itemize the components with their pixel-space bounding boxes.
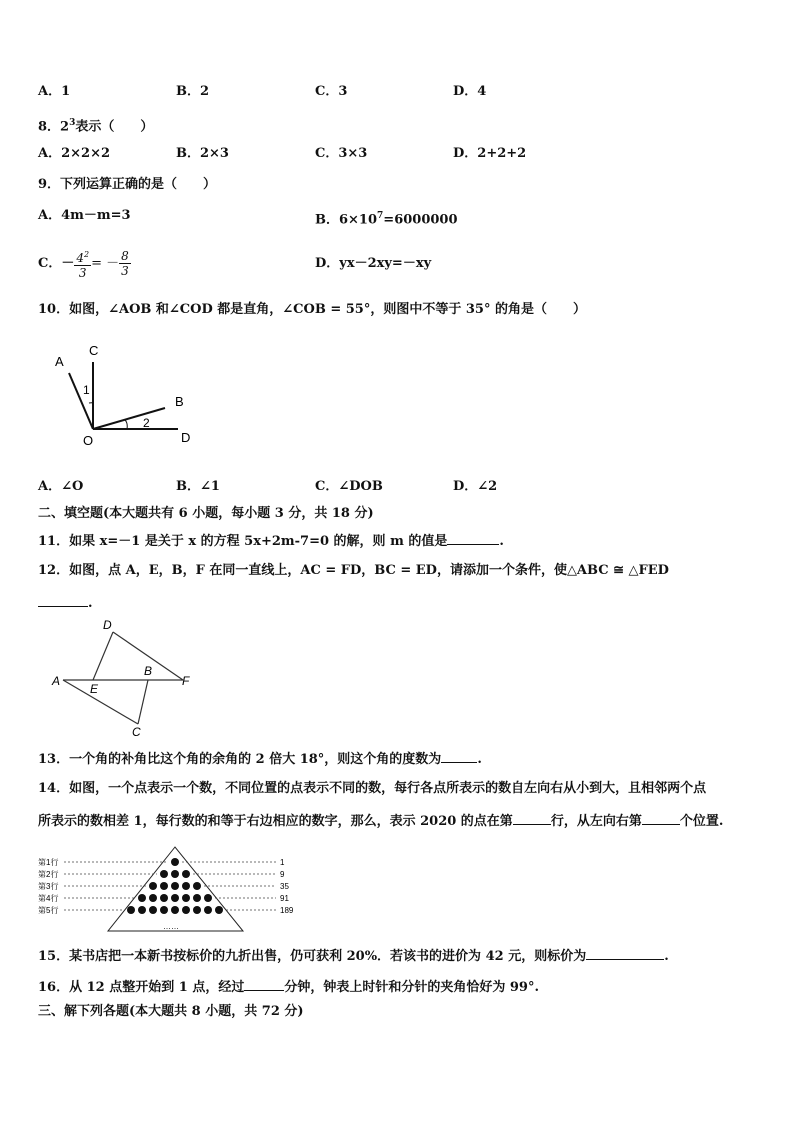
q14-dot	[149, 906, 157, 914]
q14-line-2a: 所表示的数相差 1，每行数的和等于右边相应的数字，那么，表示 2020 的点在第	[38, 814, 513, 829]
q14-dot	[160, 882, 168, 890]
q15-stem: 15．某书店把一本新书按标价的九折出售，仍可获利 20%．若该书的进价为 42 元，则标价为	[38, 949, 587, 964]
q16-stem-a: 16．从 12 点整开始到 1 点，经过	[38, 980, 245, 995]
q14-row-sum: 1	[280, 858, 285, 867]
q10-option-a: A．∠O	[38, 479, 84, 494]
section-2-heading: 二、填空题(本大题共有 6 小题，每小题 3 分，共 18 分)	[38, 506, 374, 521]
q14-line-2c: 个位置.	[679, 814, 724, 829]
q10-stem: 10．如图，∠AOB 和∠COD 都是直角，∠COB = 55°，则图中不等于 35° 的角是（ ）	[38, 302, 586, 317]
q14-dot	[171, 870, 179, 878]
q14-row-sum: 35	[280, 882, 289, 891]
q12-answer-blank[interactable]	[38, 593, 88, 607]
q14-row-blank[interactable]	[513, 811, 551, 825]
q11-end: .	[499, 534, 504, 549]
q12-segment-bc	[138, 680, 148, 724]
q9-option-c-rhs	[119, 249, 131, 278]
q9-option-c-label: C．	[38, 256, 62, 271]
q10-angle-figure	[45, 340, 205, 450]
q14-dot	[204, 906, 212, 914]
q16-stem-b: 分钟，钟表上时针和分针的夹角恰好为 99°.	[284, 980, 539, 995]
q9-option-b-pre: B．6×10	[315, 212, 378, 228]
q10-arc-2	[125, 420, 127, 429]
q8-option-d: D．2+2+2	[453, 146, 527, 161]
q14-dot	[193, 906, 201, 914]
q7-option-b: B．2	[176, 84, 210, 99]
q14-row-sum: 91	[280, 894, 289, 903]
q12-triangle-figure	[48, 615, 208, 740]
q12-label-d: D	[103, 618, 112, 632]
q14-dot-triangle-figure	[38, 845, 308, 935]
q14-row-sum: 189	[280, 906, 294, 915]
q14-row-label: 第4行	[38, 894, 59, 903]
q8-number: 8．	[38, 119, 61, 135]
q14-row-label: 第5行	[38, 906, 59, 915]
q15-answer-blank[interactable]	[586, 946, 664, 960]
q10-ray-ob	[93, 408, 165, 429]
q14-dot	[160, 894, 168, 902]
q14-dot	[127, 906, 135, 914]
q12-end: .	[88, 596, 93, 611]
q10-option-d: D．∠2	[453, 479, 498, 494]
q14-dot	[182, 906, 190, 914]
q8-exponent: 3	[69, 118, 76, 128]
q14-dot	[149, 894, 157, 902]
q9-option-c	[38, 244, 131, 284]
q16-answer-blank[interactable]	[244, 977, 284, 991]
q7-option-a: A．1	[38, 84, 71, 99]
q10-label-d: D	[181, 430, 191, 445]
q9-option-b-exp: 7	[377, 211, 384, 221]
q10-label-a: A	[55, 354, 64, 369]
q13-text	[38, 749, 482, 769]
q11-stem: 11．如果 x=－1 是关于 x 的方程 5x+2m-7=0 的解，则 m 的值是	[38, 534, 448, 549]
q8-base: 2	[60, 119, 70, 135]
q14-line-2b: 行，从左向右第	[550, 814, 642, 829]
q8-option-a: A．2×2×2	[38, 146, 111, 161]
q12-label-c: C	[132, 725, 141, 739]
q14-dot	[215, 906, 223, 914]
q8-option-c: C．3×3	[315, 146, 368, 161]
q14-dot	[138, 894, 146, 902]
q10-ray-oa	[69, 373, 93, 429]
q12-segment-de	[93, 632, 113, 680]
q11-text	[38, 531, 504, 551]
q8-stem	[38, 114, 153, 136]
q11-answer-blank[interactable]	[447, 531, 499, 545]
q14-dot	[193, 894, 201, 902]
q10-option-b: B．∠1	[176, 479, 220, 494]
q10-option-c: C．∠DOB	[315, 479, 383, 494]
q7-option-d: D．4	[453, 84, 487, 99]
q9-option-c-rhs-den: 3	[121, 264, 129, 278]
q14-row-label: 第1行	[38, 858, 59, 867]
q13-answer-blank[interactable]	[441, 749, 477, 763]
q8-text: 表示（ ）	[75, 119, 154, 135]
q9-option-c-num: 4	[76, 250, 85, 265]
q14-dot	[160, 870, 168, 878]
q14-line-2	[38, 811, 723, 831]
q14-dot	[171, 906, 179, 914]
q8-option-b: B．2×3	[176, 146, 229, 161]
q14-row-label: 第3行	[38, 882, 59, 891]
q12-answer-line	[38, 593, 93, 613]
q9-option-c-num-exp: 2	[84, 249, 90, 259]
q9-option-d: D．yx－2xy=－xy	[315, 256, 432, 271]
q13-end: .	[477, 752, 482, 767]
q14-dot	[138, 906, 146, 914]
q14-dot	[171, 858, 179, 866]
q14-line-1: 14．如图，一个点表示一个数，不同位置的点表示不同的数，每行各点所表示的数自左向右从小到大，且相邻两个点	[38, 781, 707, 796]
q14-dot	[171, 894, 179, 902]
q14-dot	[149, 882, 157, 890]
q12-label-e: E	[90, 682, 99, 696]
q14-row-sum: 9	[280, 870, 285, 879]
q9-option-b-post: =6000000	[383, 212, 458, 228]
q14-dot	[193, 882, 201, 890]
q14-dot	[182, 894, 190, 902]
q7-option-c: C．3	[315, 84, 348, 99]
q12-stem: 12．如图，点 A，E，B，F 在同一直线上，AC = FD，BC = ED，请添加一个条件，使△ABC ≅ △FED	[38, 563, 669, 578]
q14-ellipsis: ……	[163, 922, 179, 931]
q14-dot	[182, 870, 190, 878]
q12-label-f: F	[182, 674, 190, 688]
q12-segment-ac	[63, 680, 138, 724]
q9-option-a: A．4m－m=3	[38, 208, 131, 223]
q9-option-b	[315, 207, 458, 229]
q12-label-b: B	[144, 664, 153, 678]
q15-text	[38, 946, 669, 966]
q14-dot	[182, 882, 190, 890]
q14-dot	[204, 894, 212, 902]
q14-row-label: 第2行	[38, 870, 59, 879]
q10-label-c: C	[89, 343, 99, 358]
q13-stem: 13．一个角的补角比这个角的余角的 2 倍大 18°，则这个角的度数为	[38, 752, 442, 767]
q10-label-b: B	[175, 394, 184, 409]
q14-dot	[160, 906, 168, 914]
q9-option-c-eq: = －	[91, 256, 120, 271]
q10-label-o: O	[83, 433, 94, 448]
q15-end: .	[664, 949, 669, 964]
q12-label-a: A	[52, 674, 61, 688]
section-3-heading: 三、解下列各题(本大题共 8 小题，共 72 分)	[38, 1004, 304, 1019]
q9-stem: 9．下列运算正确的是（ ）	[38, 177, 217, 192]
q9-option-c-rhs-num: 8	[121, 249, 129, 263]
q9-option-c-minus: －	[61, 256, 75, 271]
q10-label-2: 2	[143, 416, 150, 430]
q14-dot	[171, 882, 179, 890]
q9-option-c-fraction	[74, 248, 91, 280]
q14-position-blank[interactable]	[642, 811, 680, 825]
q10-label-1: 1	[83, 383, 90, 397]
q9-option-c-den: 3	[78, 265, 87, 280]
q16-text	[38, 977, 539, 997]
